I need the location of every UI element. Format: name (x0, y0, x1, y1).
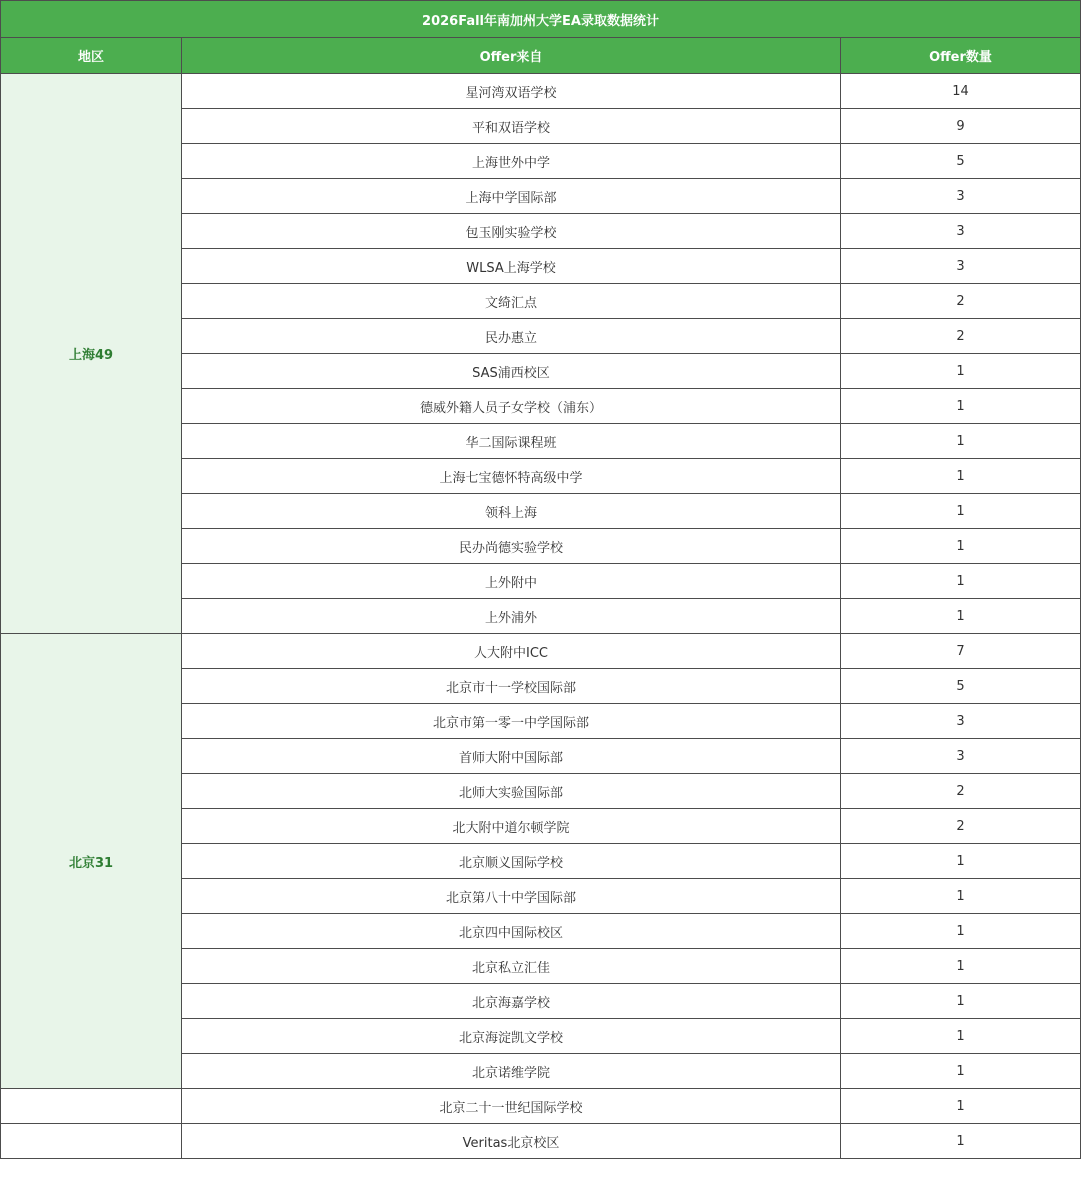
header-row (1, 38, 1081, 74)
school-cell: 文绮汇点 (182, 284, 841, 319)
count-cell: 1 (841, 984, 1081, 1019)
count-cell: 7 (841, 634, 1081, 669)
count-cell: 5 (841, 669, 1081, 704)
school-cell: 北京诺维学院 (182, 1054, 841, 1089)
count-cell: 5 (841, 144, 1081, 179)
table-row (1, 634, 1081, 669)
school-cell: 首师大附中国际部 (182, 739, 841, 774)
school-cell: 上海世外中学 (182, 144, 841, 179)
school-cell: 北师大实验国际部 (182, 774, 841, 809)
count-cell: 1 (841, 1089, 1081, 1124)
count-cell: 2 (841, 774, 1081, 809)
school-cell: 上海中学国际部 (182, 179, 841, 214)
header-count: Offer数量 (841, 38, 1081, 74)
school-cell: 北京四中国际校区 (182, 914, 841, 949)
school-cell: 包玉刚实验学校 (182, 214, 841, 249)
school-cell: 民办惠立 (182, 319, 841, 354)
count-cell: 3 (841, 214, 1081, 249)
count-cell: 14 (841, 74, 1081, 109)
count-cell: 1 (841, 914, 1081, 949)
count-cell: 2 (841, 319, 1081, 354)
count-cell: 1 (841, 459, 1081, 494)
school-cell: 北京海淀凯文学校 (182, 1019, 841, 1054)
count-cell: 1 (841, 354, 1081, 389)
school-cell: 上外浦外 (182, 599, 841, 634)
region-cell: 上海49 (1, 74, 182, 634)
count-cell: 3 (841, 249, 1081, 284)
school-cell: 北大附中道尔顿学院 (182, 809, 841, 844)
count-cell: 3 (841, 739, 1081, 774)
count-cell: 9 (841, 109, 1081, 144)
school-cell: 德威外籍人员子女学校（浦东） (182, 389, 841, 424)
school-cell: 北京顺义国际学校 (182, 844, 841, 879)
region-cell: 北京31 (1, 634, 182, 1089)
school-cell: SAS浦西校区 (182, 354, 841, 389)
count-cell: 2 (841, 284, 1081, 319)
count-cell: 2 (841, 809, 1081, 844)
count-cell: 1 (841, 494, 1081, 529)
school-cell: 平和双语学校 (182, 109, 841, 144)
title-row (1, 1, 1081, 38)
school-cell: 北京私立汇佳 (182, 949, 841, 984)
school-cell: 星河湾双语学校 (182, 74, 841, 109)
region-cell-empty (1, 1089, 182, 1124)
school-cell: WLSA上海学校 (182, 249, 841, 284)
table-row (1, 74, 1081, 109)
count-cell: 1 (841, 529, 1081, 564)
count-cell: 1 (841, 949, 1081, 984)
count-cell: 1 (841, 879, 1081, 914)
school-cell: 民办尚德实验学校 (182, 529, 841, 564)
table-body (1, 74, 1081, 1159)
count-cell: 3 (841, 704, 1081, 739)
school-cell: 华二国际课程班 (182, 424, 841, 459)
school-cell: 领科上海 (182, 494, 841, 529)
header-region: 地区 (1, 38, 182, 74)
count-cell: 1 (841, 424, 1081, 459)
count-cell: 1 (841, 844, 1081, 879)
table-row (1, 1089, 1081, 1124)
school-cell: 上外附中 (182, 564, 841, 599)
count-cell: 1 (841, 1054, 1081, 1089)
school-cell: 北京市第一零一中学国际部 (182, 704, 841, 739)
count-cell: 1 (841, 1019, 1081, 1054)
school-cell: 北京第八十中学国际部 (182, 879, 841, 914)
school-cell: 北京二十一世纪国际学校 (182, 1089, 841, 1124)
school-cell: 北京海嘉学校 (182, 984, 841, 1019)
count-cell: 1 (841, 1124, 1081, 1159)
count-cell: 1 (841, 564, 1081, 599)
header-school: Offer来自 (182, 38, 841, 74)
school-cell: 人大附中ICC (182, 634, 841, 669)
school-cell: Veritas北京校区 (182, 1124, 841, 1159)
table-title: 2026Fall年南加州大学EA录取数据统计 (1, 1, 1081, 38)
school-cell: 北京市十一学校国际部 (182, 669, 841, 704)
region-cell-empty (1, 1124, 182, 1159)
count-cell: 1 (841, 389, 1081, 424)
table-row (1, 1124, 1081, 1159)
school-cell: 上海七宝德怀特高级中学 (182, 459, 841, 494)
count-cell: 3 (841, 179, 1081, 214)
count-cell: 1 (841, 599, 1081, 634)
